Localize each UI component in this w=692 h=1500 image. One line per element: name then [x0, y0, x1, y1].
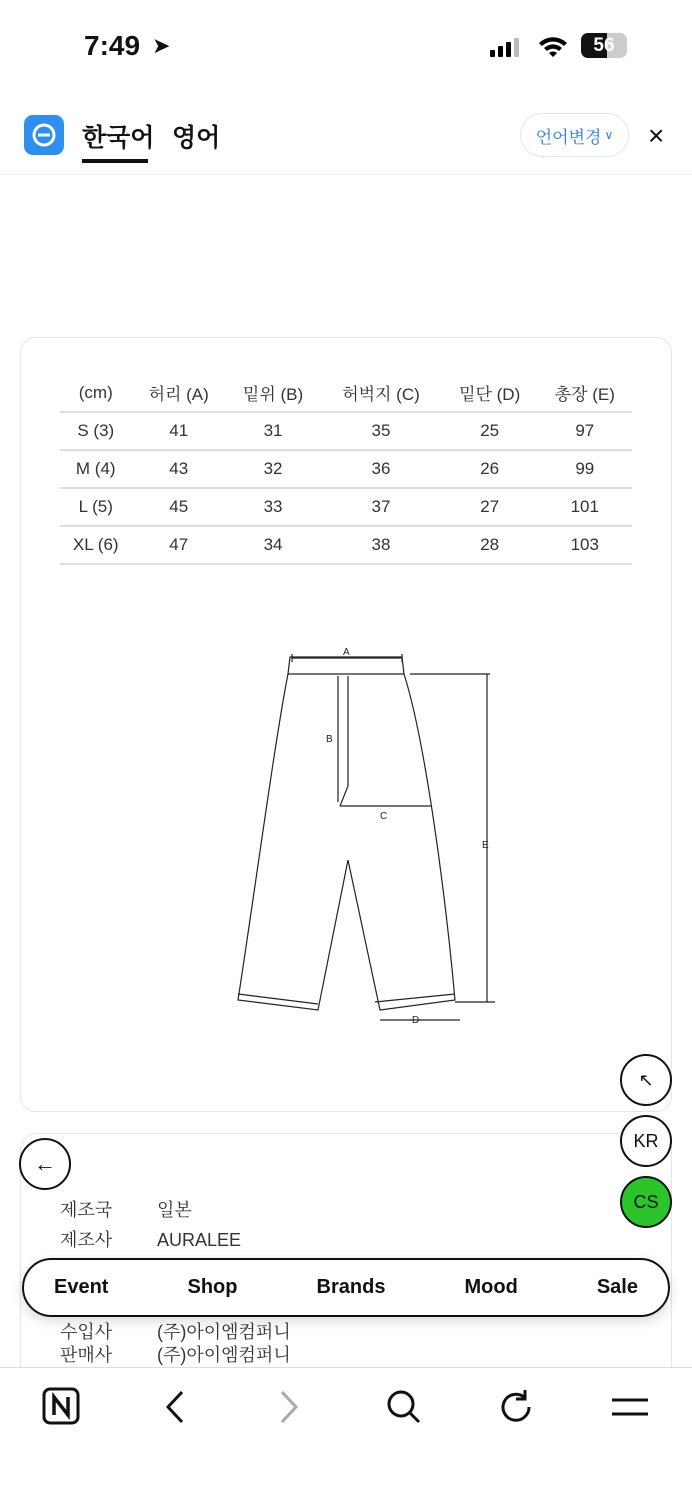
table-cell: 97	[538, 412, 632, 450]
table-header-row	[60, 374, 632, 412]
table-cell: 28	[442, 526, 538, 564]
scroll-top-button[interactable]	[620, 1054, 672, 1106]
table-cell: 38	[320, 526, 442, 564]
column-header: 밑단 (D)	[442, 374, 538, 412]
table-cell: 47	[132, 526, 226, 564]
app-logo	[24, 115, 64, 155]
column-header: (cm)	[60, 374, 132, 412]
arrow-left-icon: ←	[34, 1151, 56, 1176]
table-cell: L (5)	[60, 488, 132, 526]
cs-label: CS	[633, 1191, 659, 1212]
change-language-button[interactable]	[520, 113, 629, 157]
table-row	[60, 488, 632, 526]
cs-button[interactable]	[620, 1176, 672, 1228]
table-cell: 43	[132, 450, 226, 488]
naver-home-icon[interactable]	[42, 1387, 82, 1427]
table-cell: 25	[442, 412, 538, 450]
info-label: 제조국	[60, 1200, 113, 1220]
table-cell: 26	[442, 450, 538, 488]
info-value: 일본	[157, 1200, 192, 1220]
kr-button[interactable]	[620, 1115, 672, 1167]
location-arrow-icon: ➤	[152, 33, 171, 58]
info-label: 수입사	[60, 1322, 113, 1342]
chevron-down-icon: ∨	[604, 128, 614, 142]
tab-korean[interactable]: 한국어	[82, 124, 155, 152]
label-a: A	[343, 647, 350, 658]
table-cell: 32	[226, 450, 320, 488]
label-b: B	[326, 734, 333, 745]
pants-measurement-diagram	[230, 640, 500, 1035]
table-cell: S (3)	[60, 412, 132, 450]
status-bar	[0, 0, 692, 100]
label-d: D	[412, 1015, 420, 1026]
column-header: 허리 (A)	[132, 374, 226, 412]
label-c: C	[380, 811, 388, 822]
table-row	[60, 450, 632, 488]
table-cell: 27	[442, 488, 538, 526]
active-tab-indicator	[82, 159, 148, 163]
info-label: 판매사	[60, 1345, 113, 1365]
info-value: (주)아이엠컴퍼니	[157, 1345, 291, 1365]
table-row	[60, 526, 632, 564]
signal-icon	[490, 38, 520, 58]
back-button[interactable]	[19, 1138, 71, 1190]
kr-label: KR	[633, 1130, 659, 1151]
clock: 7:49	[84, 30, 141, 61]
nav-shop[interactable]: Shop	[187, 1276, 238, 1298]
table-cell: 37	[320, 488, 442, 526]
info-value: (주)아이엠컴퍼니	[157, 1322, 291, 1342]
table-cell: M (4)	[60, 450, 132, 488]
info-label: 제조사	[60, 1230, 113, 1250]
category-nav	[22, 1258, 670, 1317]
browser-toolbar	[0, 1367, 692, 1500]
table-cell: 31	[226, 412, 320, 450]
table-cell: 35	[320, 412, 442, 450]
table-cell: 34	[226, 526, 320, 564]
table-cell: 41	[132, 412, 226, 450]
change-language-label: 언어변경	[535, 127, 602, 147]
column-header: 밑위 (B)	[226, 374, 320, 412]
close-icon[interactable]: ×	[648, 120, 665, 151]
arrow-up-left-icon: ↖	[638, 1069, 654, 1090]
menu-icon[interactable]	[610, 1387, 650, 1427]
table-cell: 45	[132, 488, 226, 526]
nav-mood[interactable]: Mood	[464, 1276, 518, 1298]
nav-brands[interactable]: Brands	[316, 1276, 386, 1298]
forward-nav-icon[interactable]	[272, 1387, 312, 1427]
back-nav-icon[interactable]	[158, 1387, 198, 1427]
info-value: AURALEE	[157, 1230, 242, 1250]
tab-english[interactable]: 영어	[172, 124, 221, 152]
wifi-icon	[537, 34, 569, 58]
nav-sale[interactable]: Sale	[596, 1276, 638, 1298]
table-cell: XL (6)	[60, 526, 132, 564]
table-cell: 101	[538, 488, 632, 526]
size-table	[60, 374, 632, 565]
table-row	[60, 412, 632, 450]
nav-event[interactable]: Event	[54, 1276, 109, 1298]
label-e: E	[482, 840, 489, 851]
battery-indicator: 56	[581, 33, 627, 58]
table-cell: 103	[538, 526, 632, 564]
column-header: 총장 (E)	[538, 374, 632, 412]
table-cell: 99	[538, 450, 632, 488]
column-header: 허벅지 (C)	[320, 374, 442, 412]
refresh-icon[interactable]	[497, 1387, 537, 1427]
table-cell: 33	[226, 488, 320, 526]
table-cell: 36	[320, 450, 442, 488]
search-icon[interactable]	[384, 1387, 424, 1427]
